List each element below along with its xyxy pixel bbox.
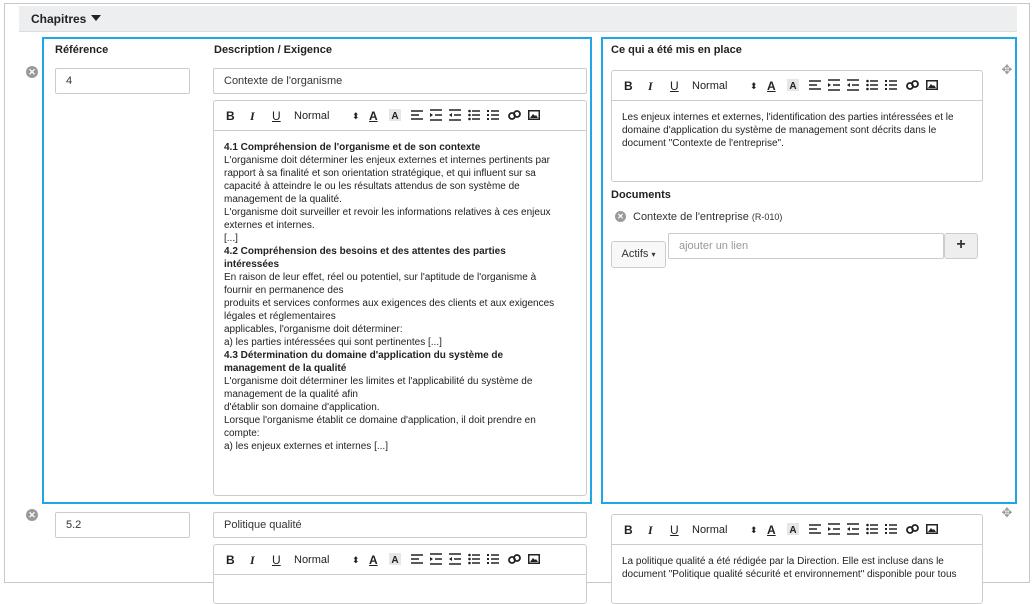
- numbered-list-icon[interactable]: [487, 553, 499, 567]
- text-line: 4.2 Compréhension des besoins et des attentes des parties: [224, 246, 506, 257]
- bullet-list-icon[interactable]: [866, 523, 878, 537]
- remove-row-icon[interactable]: ✕: [26, 509, 38, 521]
- select-arrows-icon: ⬍: [750, 525, 758, 535]
- editor-toolbar: [612, 71, 982, 101]
- underline-button[interactable]: U: [670, 523, 679, 537]
- editor-toolbar: [214, 101, 586, 131]
- status-filter-dropdown[interactable]: Actifs ▾: [611, 241, 666, 268]
- col-header-implemented: Ce qui a été mis en place: [611, 44, 742, 56]
- text-line: compte:: [224, 428, 260, 439]
- text-line: a) les enjeux externes et internes [...]: [224, 441, 388, 452]
- underline-button[interactable]: U: [272, 109, 281, 123]
- numbered-list-icon[interactable]: [885, 79, 897, 93]
- outdent-icon[interactable]: [449, 553, 461, 567]
- requirement-editor[interactable]: [213, 100, 587, 496]
- text-line: fournir en permanence des: [224, 285, 344, 296]
- text-color-icon[interactable]: A: [767, 523, 776, 537]
- text-line: produits et services conformes aux exigences des clients et aux exigences: [224, 298, 555, 309]
- document-link[interactable]: Contexte de l'entreprise (R-010): [633, 211, 783, 223]
- reference-input[interactable]: 4: [55, 68, 190, 94]
- text-line: La politique qualité a été rédigée par la Direction. Elle est incluse dans le: [622, 556, 944, 567]
- implemented-editor[interactable]: [611, 514, 983, 604]
- font-size-select[interactable]: Normal: [294, 110, 330, 122]
- col-header-description: Description / Exigence: [214, 44, 332, 56]
- background-color-icon[interactable]: [787, 523, 799, 537]
- image-icon[interactable]: [528, 109, 540, 123]
- text-line: management de la qualité: [224, 363, 347, 374]
- numbered-list-icon[interactable]: [487, 109, 499, 123]
- remove-row-icon[interactable]: ✕: [26, 66, 38, 78]
- indent-icon[interactable]: [430, 553, 442, 567]
- text-line: externes et internes.: [224, 220, 315, 231]
- bold-button[interactable]: B: [226, 109, 235, 123]
- move-icon[interactable]: ✥: [1001, 505, 1013, 520]
- text-line: L'organisme doit déterminer les enjeux externes et internes pertinents par: [224, 155, 550, 166]
- background-color-icon[interactable]: [389, 109, 401, 123]
- text-line: management de la qualité afin: [224, 389, 358, 400]
- text-line: intéressées: [224, 259, 280, 270]
- background-color-icon[interactable]: [787, 79, 799, 93]
- documents-label: Documents: [611, 189, 671, 201]
- text-color-icon[interactable]: A: [369, 109, 378, 123]
- bullet-list-icon[interactable]: [866, 79, 878, 93]
- text-line: applicables, l'organisme doit déterminer:: [224, 324, 403, 335]
- editor-toolbar: [612, 515, 982, 545]
- text-line: [...]: [224, 233, 238, 244]
- background-color-icon[interactable]: [389, 553, 401, 567]
- image-icon[interactable]: [926, 523, 938, 537]
- text-line: L'organisme doit surveiller et revoir les informations relatives à ces enjeux: [224, 207, 551, 218]
- image-icon[interactable]: [926, 79, 938, 93]
- font-size-select[interactable]: Normal: [692, 524, 728, 536]
- align-icon[interactable]: [411, 553, 423, 567]
- implemented-text[interactable]: [612, 101, 982, 160]
- text-line: légales et réglementaires: [224, 311, 336, 322]
- link-icon[interactable]: [508, 109, 521, 123]
- italic-button[interactable]: I: [648, 523, 653, 537]
- indent-icon[interactable]: [828, 79, 840, 93]
- text-line: d'établir son domaine d'application.: [224, 402, 380, 413]
- outdent-icon[interactable]: [449, 109, 461, 123]
- text-line: L'organisme doit déterminer les limites et l'applicabilité du système de: [224, 376, 533, 387]
- reference-input[interactable]: 5.2: [55, 512, 190, 538]
- text-line: management de la qualité.: [224, 194, 342, 205]
- title-input[interactable]: Politique qualité: [213, 512, 587, 538]
- bullet-list-icon[interactable]: [468, 553, 480, 567]
- indent-icon[interactable]: [430, 109, 442, 123]
- align-icon[interactable]: [411, 109, 423, 123]
- text-line: rapport à sa finalité et son orientation stratégique, et qui influent sur sa: [224, 168, 536, 179]
- bold-button[interactable]: B: [624, 523, 633, 537]
- caret-down-icon: ▾: [651, 250, 656, 259]
- italic-button[interactable]: I: [250, 109, 255, 123]
- requirement-text[interactable]: [214, 131, 586, 463]
- italic-button[interactable]: I: [648, 79, 653, 93]
- underline-button[interactable]: U: [670, 79, 679, 93]
- text-line: domaine d'application du système de management sont décrits dans le: [622, 125, 937, 136]
- caret-down-icon: [91, 15, 101, 21]
- text-line: 4.1 Compréhension de l'organisme et de son contexte: [224, 142, 481, 153]
- link-icon[interactable]: [906, 523, 919, 537]
- requirement-editor[interactable]: [213, 544, 587, 604]
- svg-text:A: A: [789, 81, 797, 91]
- text-line: 4.3 Détermination du domaine d'application du système de: [224, 350, 504, 361]
- link-icon[interactable]: [508, 553, 521, 567]
- align-icon[interactable]: [809, 79, 821, 93]
- text-line: capacité à atteindre le ou les résultats attendus de son système de: [224, 181, 520, 192]
- italic-button[interactable]: I: [250, 553, 255, 567]
- bullet-list-icon[interactable]: [468, 109, 480, 123]
- underline-button[interactable]: U: [272, 553, 281, 567]
- font-size-select[interactable]: Normal: [294, 554, 330, 566]
- align-icon[interactable]: [809, 523, 821, 537]
- text-line: document "Contexte de l'entreprise".: [622, 138, 784, 149]
- text-color-icon[interactable]: A: [369, 553, 378, 567]
- bold-button[interactable]: B: [624, 79, 633, 93]
- text-line: Les enjeux internes et externes, l'identification des parties intéressées et le: [622, 112, 954, 123]
- text-line: a) les parties intéressées qui sont pertinentes [...]: [224, 337, 442, 348]
- svg-text:A: A: [391, 555, 399, 565]
- select-arrows-icon: ⬍: [352, 111, 360, 121]
- add-link-input[interactable]: ajouter un lien: [668, 233, 944, 259]
- svg-text:A: A: [789, 525, 797, 535]
- implemented-text[interactable]: [612, 545, 982, 591]
- font-size-select[interactable]: Normal: [692, 80, 728, 92]
- move-icon[interactable]: ✥: [1001, 62, 1013, 77]
- numbered-list-icon[interactable]: [885, 523, 897, 537]
- title-input[interactable]: Contexte de l'organisme: [213, 68, 587, 94]
- editor-toolbar: [214, 545, 586, 575]
- text-color-icon[interactable]: A: [767, 79, 776, 93]
- indent-icon[interactable]: [828, 523, 840, 537]
- outdent-icon[interactable]: [847, 523, 859, 537]
- outdent-icon[interactable]: [847, 79, 859, 93]
- text-line: document "Politique qualité sécurité et environnement" disponible pour tous: [622, 569, 957, 580]
- svg-text:A: A: [391, 111, 399, 121]
- text-line: En raison de leur effet, réel ou potentiel, sur l'aptitude de l'organisme à: [224, 272, 537, 283]
- chapters-title[interactable]: Chapitres: [31, 12, 101, 26]
- select-arrows-icon: ⬍: [352, 555, 360, 565]
- implemented-editor[interactable]: [611, 70, 983, 182]
- bold-button[interactable]: B: [226, 553, 235, 567]
- chapters-header[interactable]: [19, 6, 1017, 32]
- select-arrows-icon: ⬍: [750, 81, 758, 91]
- add-link-button[interactable]: +: [944, 233, 978, 259]
- link-icon[interactable]: [906, 79, 919, 93]
- remove-document-icon[interactable]: ✕: [615, 211, 626, 222]
- text-line: Lorsque l'organisme établit ce domaine d'application, il doit prendre en: [224, 415, 536, 426]
- col-header-reference: Référence: [55, 44, 109, 56]
- image-icon[interactable]: [528, 553, 540, 567]
